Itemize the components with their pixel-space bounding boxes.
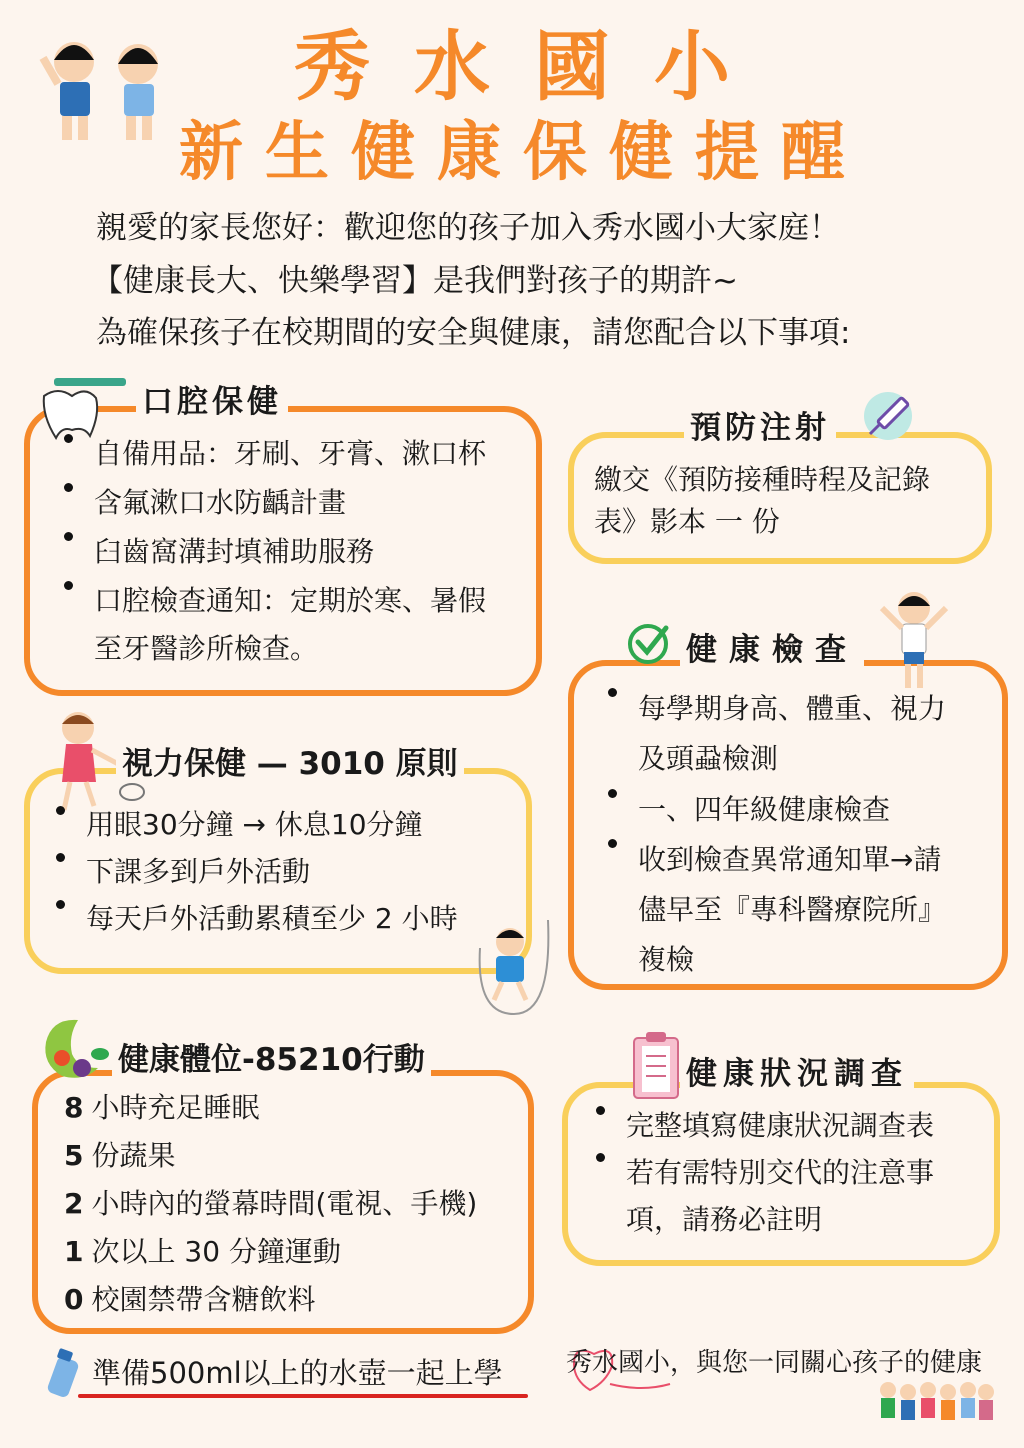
reminder-underline — [78, 1394, 528, 1398]
item-number: 5 — [64, 1139, 84, 1172]
list-item — [64, 1136, 477, 1184]
item-number: 1 — [64, 1235, 84, 1268]
intro-line-2: 【健康長大、快樂學習】是我們對孩子的期許~ — [92, 263, 738, 299]
vaccine-heading: 預防注射 — [684, 402, 836, 447]
health-checkup-item-continued: 及頭蝨檢測 — [638, 742, 779, 775]
vaccine-text-line-1: 繳交《預防接種時程及記錄 — [594, 463, 931, 496]
item-text: 小時內的螢幕時間(電視、手機) — [91, 1187, 478, 1220]
water-bottle-reminder: 準備500ml以上的水壺一起上學 — [92, 1356, 503, 1390]
list-item: 自備用品：牙刷、牙膏、漱口杯 — [60, 434, 486, 483]
item-number: 8 — [64, 1091, 84, 1124]
list-item: 一、四年級健康檢查 — [604, 789, 941, 839]
list-item: 臼齒窩溝封填補助服務 — [60, 532, 486, 581]
water-bottle-icon — [44, 1348, 84, 1400]
list-item: 每學期身高、體重、視力 — [604, 688, 946, 738]
clipboard-icon — [630, 1030, 682, 1100]
list-item: 若有需特別交代的注意事 — [592, 1153, 934, 1200]
checkmark-icon — [626, 620, 672, 666]
list-item: 口腔檢查通知：定期於寒、暑假 — [60, 581, 486, 630]
health-checkup-item-continued-3: 複檢 — [638, 943, 695, 976]
page-title: 新生健康保健提醒 — [179, 116, 867, 190]
intro-line-3: 為確保孩子在校期間的安全與健康，請您配合以下事項: — [96, 315, 851, 351]
health-survey-list — [592, 1106, 934, 1200]
item-text: 份蔬果 — [91, 1139, 176, 1172]
health-checkup-heading: 健康檢查 — [680, 624, 864, 669]
item-text: 校園禁帶含糖飲料 — [91, 1283, 316, 1316]
vision-list — [52, 806, 458, 947]
intro-line-1: 親愛的家長您好：歡迎您的孩子加入秀水國小大家庭！ — [96, 210, 840, 246]
health-survey-heading: 健康狀況調查 — [680, 1048, 914, 1093]
group-of-children-icon — [876, 1378, 996, 1434]
list-item: 下課多到戶外活動 — [52, 853, 458, 900]
list-item — [64, 1088, 477, 1136]
footer-slogan: 秀水國小，與您一同關心孩子的健康 — [566, 1348, 983, 1378]
list-item — [64, 1280, 477, 1328]
list-item: 用眼30分鐘 → 休息10分鐘 — [52, 806, 458, 853]
vaccine-text-line-2: 表》影本 一 份 — [594, 505, 780, 538]
health-checkup-list-b — [604, 789, 941, 889]
health-checkup-item-continued-2: 儘早至『專科醫療院所』 — [638, 893, 947, 926]
item-number: 2 — [64, 1187, 84, 1220]
tooth-icon — [34, 374, 130, 442]
item-text: 小時充足睡眠 — [91, 1091, 260, 1124]
vegetables-icon — [38, 1014, 112, 1082]
list-item: 含氟漱口水防齲計畫 — [60, 483, 486, 532]
healthy-weight-list — [64, 1088, 477, 1328]
child-cheering-icon — [876, 588, 950, 692]
health-checkup-list-a — [604, 688, 946, 738]
vision-heading: 視力保健 — 3010 原則 — [116, 738, 464, 783]
oral-health-heading: 口腔保健 — [136, 376, 288, 421]
syringe-icon — [858, 380, 922, 444]
list-item: 每天戶外活動累積至少 2 小時 — [52, 900, 458, 947]
health-survey-item-continued: 項，請務必註明 — [626, 1203, 823, 1236]
healthy-weight-heading: 健康體位-85210行動 — [112, 1034, 431, 1079]
list-item — [64, 1184, 477, 1232]
jump-rope-boy-icon — [466, 908, 562, 1018]
list-item: 收到檢查異常通知單→請 — [604, 839, 941, 889]
list-item — [64, 1232, 477, 1280]
oral-health-item-continued: 至牙醫診所檢查。 — [94, 632, 319, 665]
item-text: 次以上 30 分鐘運動 — [91, 1235, 341, 1268]
school-title: 秀水國小 — [294, 22, 774, 111]
oral-health-list — [60, 434, 486, 630]
list-item: 完整填寫健康狀況調查表 — [592, 1106, 934, 1153]
item-number: 0 — [64, 1283, 84, 1316]
